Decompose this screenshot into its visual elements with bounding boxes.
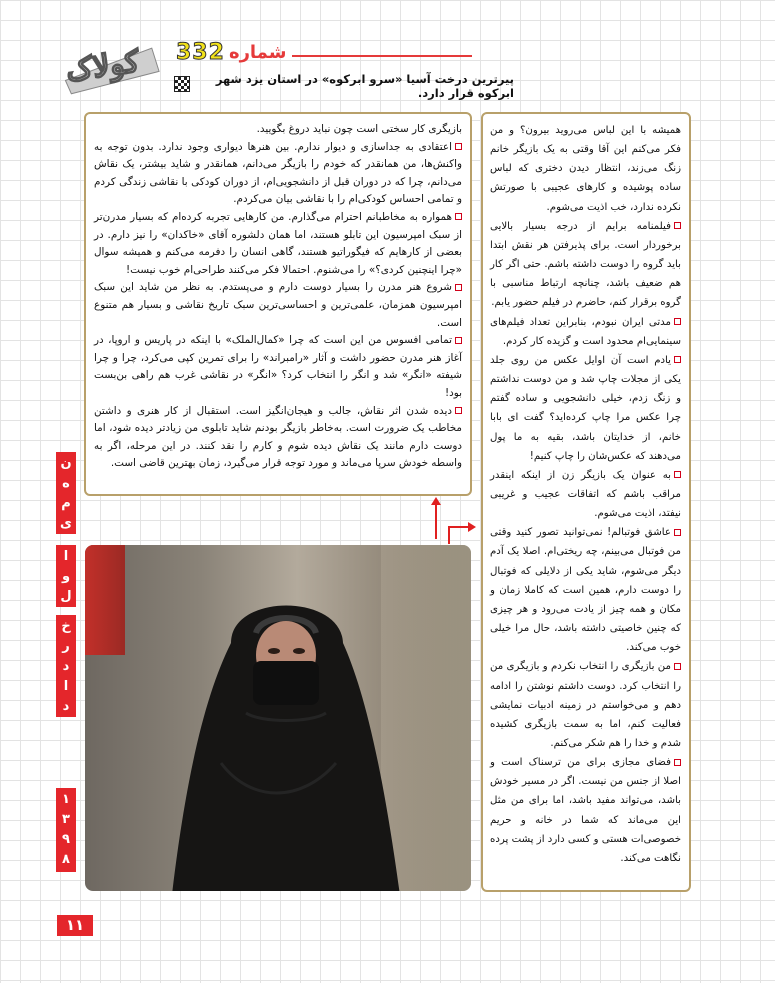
quote-paragraph bbox=[490, 753, 681, 868]
date-char: ه bbox=[62, 476, 70, 491]
date-char: ل bbox=[60, 589, 72, 604]
issue-rule bbox=[292, 55, 472, 57]
paragraph-text: بازیگری کار سختی است چون نباید دروغ بگویید. bbox=[256, 123, 462, 135]
paragraph-text: شروع هنر مدرن را بسیار دوست دارم و می‌پستدم. به نظر من شاید این سبک امپرسیون همزمان، علمی‌ترین و احساسی‌ترین سبک تاریخ نقاشی و بسیار هم متنوع است. bbox=[94, 281, 462, 329]
date-char: د bbox=[62, 699, 70, 714]
date-char: ا bbox=[63, 679, 69, 694]
paragraph-text: من بازیگری را انتخاب نکردم و بازیگری من را انتخاب کرد. دوست داشتم نوشتن را ادامه دهم و می‌خواستم در زمینه ادبیات نمایشی فعالیت کنم، اما به سمت بازیگری کشیده شدم و خدا را هم شکر می‌کنم. bbox=[490, 661, 681, 749]
paragraph-text: به عنوان یک بازیگر زن از اینکه اینقدر مراقب باشم که اتفاقات عجیب و غریبی نیفتد، اذیت می‌شوم. bbox=[490, 469, 681, 520]
quote-paragraph bbox=[94, 403, 462, 473]
quote-paragraph bbox=[490, 313, 681, 351]
arrow-up-icon bbox=[435, 503, 437, 539]
square-bullet-icon bbox=[455, 284, 462, 291]
paragraph-text: یادم است آن اوایل عکس من روی جلد یکی از مجلات چاپ شد و من دوست نداشتم و زنگ زدم، خیلی دانشجویی و ساده گفتم چرا عکس مرا چاپ کرده‌اید؟ گفت ای بابا خانم، از خدایتان باشد، بقیه به ما پول می‌دهند که عکس‌شان را چاپ کنیم! bbox=[490, 354, 681, 462]
date-char: ۱ bbox=[62, 792, 70, 807]
quote-paragraph bbox=[490, 351, 681, 466]
date-char: د bbox=[62, 659, 70, 674]
date-char: ۹ bbox=[62, 832, 70, 847]
quote-paragraph bbox=[94, 139, 462, 209]
quote-paragraph bbox=[94, 279, 462, 332]
paragraph-text: عاشق فوتبالم! نمی‌توانید تصور کنید وقتی من فوتبال می‌بینم، چه ریختی‌ام. اصلا یک آدم دیگر می‌شوم، شاید یکی از دلایلی که فوتبال را دوست دارم، همین است که کاملا زمان و مکان و همه چیز از یادت می‌رود و هر چیزی که چنین خاصیتی داشته باشد، حال مرا خیلی خوب می‌کند. bbox=[490, 527, 681, 654]
issue-word: شماره bbox=[228, 41, 287, 63]
paragraph-text: فیلمنامه برایم از درجه بسیار بالایی برخوردار است. برای پذیرفتن هر نقش ابتدا باید گروه را دوست داشته باشم. حتی اگر کار هم ضعیف باشد، چنانچه ارتباط مناسبی با گروه برقرار کنم، حاضرم در فیلم حضور یابم. bbox=[490, 220, 681, 309]
actress-photo bbox=[85, 545, 471, 891]
date-char: و bbox=[61, 569, 71, 584]
quote-paragraph bbox=[490, 121, 681, 217]
date-char: ر bbox=[62, 639, 70, 654]
date-char: م bbox=[61, 496, 71, 511]
square-bullet-icon bbox=[674, 356, 681, 363]
date-char: ا bbox=[63, 549, 69, 564]
photo-background-sign bbox=[85, 545, 125, 655]
magazine-logo bbox=[57, 37, 164, 97]
quotes-box-left bbox=[84, 112, 472, 496]
issue-heading bbox=[176, 40, 476, 64]
quotes-box-right bbox=[481, 112, 691, 892]
square-bullet-icon bbox=[674, 663, 681, 670]
square-bullet-icon bbox=[455, 407, 462, 414]
arrow-elbow-icon bbox=[448, 526, 450, 544]
square-bullet-icon bbox=[455, 337, 462, 344]
quote-paragraph bbox=[490, 523, 681, 657]
date-tab-month bbox=[56, 545, 76, 607]
square-bullet-icon bbox=[674, 529, 681, 536]
square-bullet-icon bbox=[455, 213, 462, 220]
paragraph-text: مدتی ایران نبودم، بنابراین تعداد فیلم‌های سینمایی‌ام محدود است و گزیده کار کردم. bbox=[490, 316, 681, 347]
square-bullet-icon bbox=[674, 222, 681, 229]
paragraph-text: تمامی افسوس من این است که چرا «کمال‌الملک» با اینکه در پاریس و اروپا، در آغاز هنر مدرن حضور داشت و آثار «رامبراند» را برای تمرین کپی می‌کرد، چرا و چرا شیفته «انگر» شد و انگر را انتخاب کرد؟ «انگر» در نقاشی غرب هم راهی بن‌بست بود! bbox=[94, 334, 462, 399]
square-bullet-icon bbox=[674, 759, 681, 766]
quote-paragraph bbox=[94, 332, 462, 402]
date-tab-month2 bbox=[56, 615, 76, 717]
square-bullet-icon bbox=[674, 471, 681, 478]
square-bullet-icon bbox=[455, 143, 462, 150]
quote-paragraph bbox=[490, 217, 681, 313]
issue-number: 332 bbox=[176, 39, 225, 65]
page-number: ۱۱ bbox=[57, 915, 93, 936]
date-char: ۸ bbox=[62, 852, 70, 867]
woman-in-chador-figure bbox=[161, 573, 411, 891]
square-bullet-icon bbox=[674, 318, 681, 325]
checker-icon bbox=[174, 76, 190, 92]
paragraph-text: فضای مجازی برای من ترسناک است و اصلا از جنس من نیست. اگر در مسیر خودش باشد، می‌تواند مفید باشد، اما برای من مثل این می‌ماند که شما در خانه و حریم خصوصی‌ات هستی و کسی دارد از پشت پرده نگاهت می‌کند. bbox=[490, 757, 681, 864]
paragraph-text: اعتقادی به جداسازی و دیوار ندارم. بین هنرها دیواری وجود ندارد. بدون توجه به واکنش‌ها، من همانقدر که خودم را بازیگر می‌دانم، همانقدر و شاید بیشتر، یک نقاش می‌دانم، چرا که در دوران قبل از دانشجویی‌ام، از دوران کودکی با نقاشی زندگی کردم و تمامی احساس کودکی‌ام را با نقاشی بیان می‌کردم. bbox=[94, 140, 462, 206]
date-tab-day bbox=[56, 452, 76, 534]
paragraph-text: همواره به مخاطبانم احترام می‌گذارم. من کارهایی تجربه کرده‌ام که بسیار مدرن‌تر از سبک امپرسیون این تابلو هستند، اما همان دلشوره آقای «خاکدان» را نیز دارم. در بعضی از کارهایم که فیگوراتیو هستند، گاهی انسان را دفرمه می‌کنم و همیشه سوال «چرا اینچنین کردی؟» را می‌شنوم. احتمالا فکر می‌کنند طراحی‌ام خوب نیست! bbox=[94, 210, 462, 276]
date-tab-year bbox=[56, 788, 76, 872]
date-char: ی bbox=[60, 516, 72, 531]
paragraph-text: دیده شدن اثر نقاش، جالب و هیجان‌انگیز است. استقبال از کار هنری و داشتن مخاطب یک ضرورت است. به‌خاطر بازیگر بودنم شاید تابلوی من زیادتر دیده شود، اما دوست دارم مانند یک نقاش دیده شوم و کارم را نقد کنند. در این مرحله، اگر به واسطه خودش سرپا می‌ماند و مورد توجه قرار می‌گیرد، زمان بهترین قاضی است. bbox=[94, 404, 462, 470]
quote-paragraph bbox=[490, 657, 681, 753]
date-char: ن bbox=[60, 456, 72, 471]
paragraph-text: همیشه با این لباس می‌روید بیرون؟ و من فکر می‌کنم این آقا وقتی به یک بازیگر خانم زنگ می‌زند، انتظار دیدن دختری که لباس ساده پوشیده و کارهای عجیبی با صورتش نکرده ندارد، خب اذیت می‌شوم. bbox=[490, 125, 681, 213]
tagline: پیرترین درخت آسیا «سرو ابرکوه» در استان یزد شهر ابرکوه قرار دارد. bbox=[215, 72, 514, 100]
arrow-right-icon bbox=[448, 526, 470, 528]
quote-paragraph bbox=[490, 466, 681, 523]
quote-paragraph bbox=[94, 121, 462, 139]
logo-text: کولاک bbox=[63, 44, 142, 90]
date-char: ۳ bbox=[62, 812, 70, 827]
quote-paragraph bbox=[94, 209, 462, 279]
date-char: خ bbox=[61, 619, 71, 634]
